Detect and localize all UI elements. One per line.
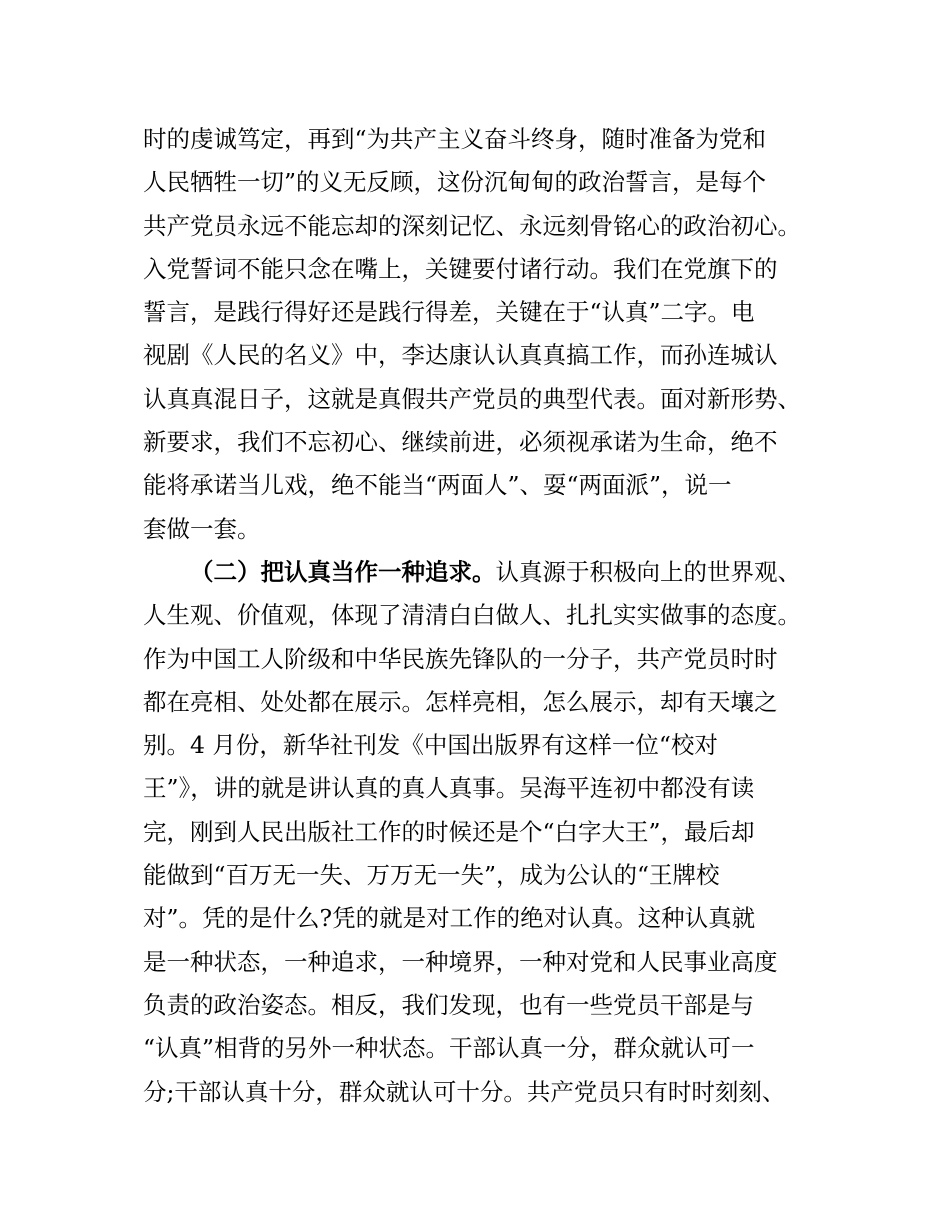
text-line: 入党誓词不能只念在嘴上，关键要付诸行动。我们在党旗下的 (143, 254, 778, 283)
text-line: 完，刚到人民出版社工作的时候还是个“白字大王”，最后却 (143, 817, 755, 846)
text-line: 王”》，讲的就是讲认真的真人真事。吴海平连初中都没有读 (143, 774, 755, 803)
text-line: 都在亮相、处处都在展示。怎样亮相，怎么展示，却有天壤之 (143, 687, 778, 716)
text-line: 誓言，是践行得好还是践行得差，关键在于“认真”二字。电 (143, 298, 755, 327)
text-line: 视剧《人民的名义》中，李达康认认真真搞工作，而孙连城认 (143, 341, 778, 370)
text-line: 共产党员永远不能忘却的深刻记忆、永远刻骨铭心的政治初心。 (143, 211, 801, 240)
text-line: 负责的政治姿态。相反，我们发现，也有一些党员干部是与 (143, 990, 754, 1019)
text-line: 别。4 月份，新华社刊发《中国出版界有这样一位“校对 (143, 731, 718, 760)
paragraph-2 (143, 551, 823, 1114)
text-line: 认真真混日子，这就是真假共产党员的典型代表。面对新形势、 (143, 384, 801, 413)
text-line: 套做一套。 (143, 514, 261, 543)
text-inline: 认真源于积极向上的世界观、 (495, 557, 801, 586)
text-line: 分;干部认真十分，群众就认可十分。共产党员只有时时刻刻、 (143, 1077, 786, 1106)
text-line-first (143, 551, 823, 594)
text-line: 时的虔诚笃定，再到“为共产主义奋斗终身，随时准备为党和 (143, 125, 767, 153)
text-line: “认真”相背的另外一种状态。干部认真一分，群众就认可一 (143, 1034, 755, 1063)
text-line: 是一种状态，一种追求，一种境界，一种对党和人民事业高度 (143, 947, 778, 976)
text-line: 对”。凭的是什么?凭的就是对工作的绝对认真。这种认真就 (143, 904, 756, 933)
paragraph-1 (143, 118, 823, 551)
text-line: 新要求，我们不忘初心、继续前进，必须视承诺为生命，绝不 (143, 428, 778, 457)
text-line: 能做到“百万无一失、万万无一失”，成为公认的“王牌校 (143, 861, 720, 890)
text-line: 人生观、价值观，体现了清清白白做人、扎扎实实做事的态度。 (143, 601, 801, 630)
text-line: 能将承诺当儿戏，绝不能当“两面人”、耍“两面派”，说一 (143, 471, 732, 500)
text-line: 人民牺牲一切”的义无反顾，这份沉甸甸的政治誓言，是每个 (143, 168, 767, 197)
text-line: 作为中国工人阶级和中华民族先锋队的一分子，共产党员时时 (143, 644, 778, 673)
section-heading: （二）把认真当作一种追求。 (190, 557, 496, 586)
body-text (143, 118, 823, 1114)
